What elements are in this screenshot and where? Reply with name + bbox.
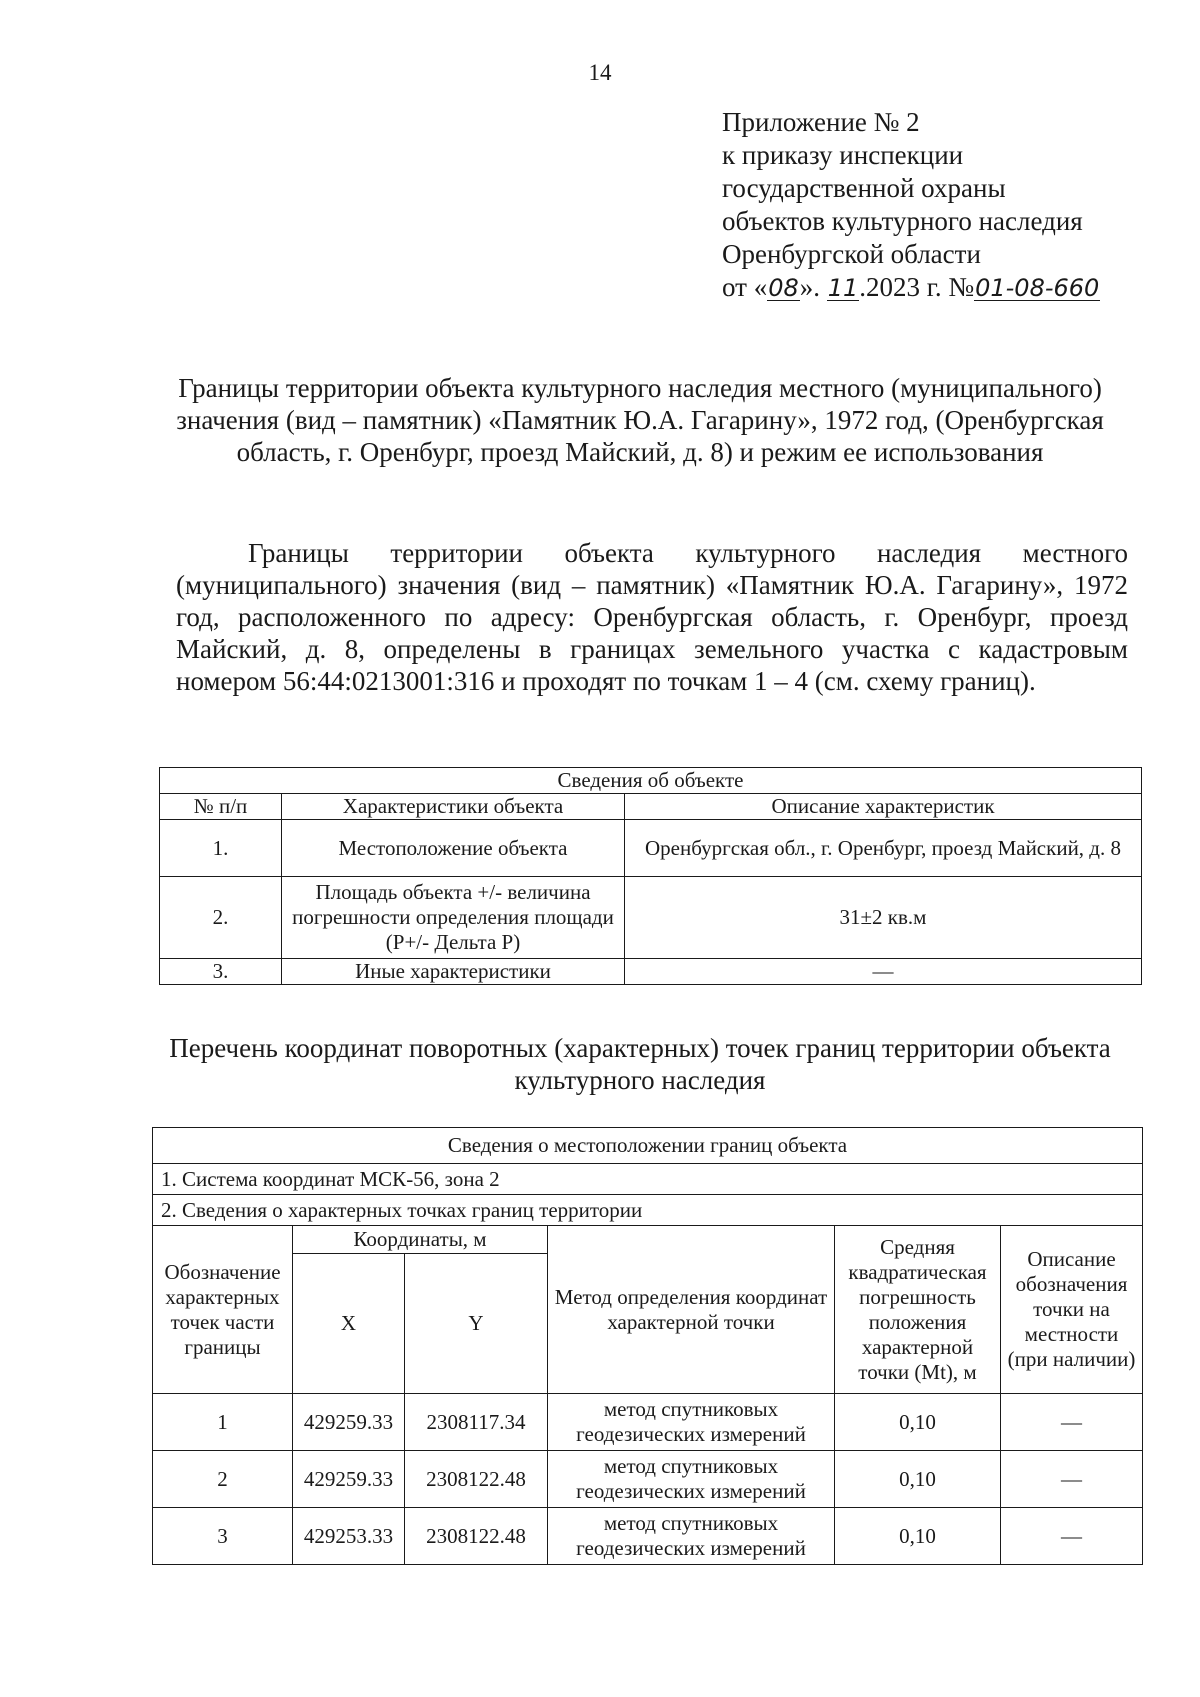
coordinate-x: 429253.33 bbox=[293, 1508, 405, 1565]
error-cell: 0,10 bbox=[835, 1451, 1001, 1508]
coordinates-table bbox=[152, 1127, 1143, 1565]
header-description: Описание обозначения точки на местности (при наличии) bbox=[1001, 1226, 1143, 1394]
header-designation: Обозначение характерных точек части границы bbox=[153, 1226, 293, 1394]
table-cell: 2. bbox=[160, 877, 282, 959]
table-caption: Сведения об объекте bbox=[160, 768, 1142, 794]
coordinate-system: 1. Система координат МСК-56, зона 2 bbox=[153, 1164, 1143, 1195]
order-date-line bbox=[722, 271, 1100, 304]
header-error: Средняя квадратическая погрешность положения характерной точки (Mt), м bbox=[835, 1226, 1001, 1394]
table-cell: Иные характеристики bbox=[282, 959, 625, 985]
body-paragraph: Границы территории объекта культурного наследия местного (муниципального) значения (вид – памятник) «Памятник Ю.А. Гагарину», 1972 год, расположенного по адресу: Оренбургская область, г. Оренбург, проезд Майский, д. 8, определены в границах земельного участка с кадастровым номером 56:44:0213001:316 и проходят по точкам 1 – 4 (см. схему границ). bbox=[176, 538, 1128, 696]
error-cell: 0,10 bbox=[835, 1508, 1001, 1565]
document-title: Границы территории объекта культурного наследия местного (муниципального) значения (вид – памятник) «Памятник Ю.А. Гагарину», 1972 год, (Оренбургская область, г. Оренбург, проезд Майский, д. 8) и режим ее использования bbox=[176, 373, 1104, 467]
method-cell: метод спутниковых геодезических измерений bbox=[548, 1451, 835, 1508]
column-header: Описание характеристик bbox=[625, 794, 1142, 820]
table-cell: Местоположение объекта bbox=[282, 820, 625, 877]
column-header: № п/п bbox=[160, 794, 282, 820]
appendix-line: к приказу инспекции bbox=[722, 140, 964, 170]
object-info-table bbox=[159, 767, 1142, 985]
appendix-line: государственной охраны bbox=[722, 173, 1006, 203]
table-cell: Площадь объекта +/- величина погрешности определения площади (Р+/- Дельта Р) bbox=[282, 877, 625, 959]
description-cell: — bbox=[1001, 1394, 1143, 1451]
table-row bbox=[153, 1508, 1143, 1565]
column-header: Характеристики объекта bbox=[282, 794, 625, 820]
table-cell: 3. bbox=[160, 959, 282, 985]
header-coordinates: Координаты, м bbox=[293, 1226, 548, 1254]
handwritten-month: 11 bbox=[827, 274, 859, 302]
date-suffix: .2023 г. № bbox=[859, 272, 975, 302]
coordinates-title: Перечень координат поворотных (характерных) точек границ территории объекта культурного наследия bbox=[169, 1033, 1111, 1095]
table-row bbox=[153, 1394, 1143, 1451]
coordinate-x: 429259.33 bbox=[293, 1394, 405, 1451]
method-cell: метод спутниковых геодезических измерений bbox=[548, 1508, 835, 1565]
date-mid: ». bbox=[799, 272, 827, 302]
point-number: 3 bbox=[153, 1508, 293, 1565]
table-cell: — bbox=[625, 959, 1142, 985]
appendix-line: Приложение № 2 bbox=[722, 107, 920, 137]
header-x: X bbox=[293, 1254, 405, 1394]
table-cell: 1. bbox=[160, 820, 282, 877]
coordinate-y: 2308122.48 bbox=[405, 1451, 548, 1508]
table-cell: 31±2 кв.м bbox=[625, 877, 1142, 959]
method-cell: метод спутниковых геодезических измерений bbox=[548, 1394, 835, 1451]
page-number: 14 bbox=[588, 60, 612, 85]
handwritten-order-number: 01-08-660 bbox=[975, 274, 1100, 302]
coordinate-y: 2308117.34 bbox=[405, 1394, 548, 1451]
handwritten-day: 08 bbox=[768, 274, 799, 302]
coordinate-y: 2308122.48 bbox=[405, 1508, 548, 1565]
date-prefix: от « bbox=[722, 272, 768, 302]
appendix-line: объектов культурного наследия bbox=[722, 206, 1083, 236]
header-method: Метод определения координат характерной точки bbox=[548, 1226, 835, 1394]
error-cell: 0,10 bbox=[835, 1394, 1001, 1451]
point-number: 2 bbox=[153, 1451, 293, 1508]
table-cell: Оренбургская обл., г. Оренбург, проезд Майский, д. 8 bbox=[625, 820, 1142, 877]
appendix-line: Оренбургской области bbox=[722, 239, 981, 269]
header-y: Y bbox=[405, 1254, 548, 1394]
table-row bbox=[153, 1451, 1143, 1508]
appendix-block bbox=[722, 106, 1100, 304]
table-caption: Сведения о местоположении границ объекта bbox=[153, 1128, 1143, 1164]
point-number: 1 bbox=[153, 1394, 293, 1451]
coordinate-x: 429259.33 bbox=[293, 1451, 405, 1508]
description-cell: — bbox=[1001, 1451, 1143, 1508]
points-caption: 2. Сведения о характерных точках границ территории bbox=[153, 1195, 1143, 1226]
description-cell: — bbox=[1001, 1508, 1143, 1565]
